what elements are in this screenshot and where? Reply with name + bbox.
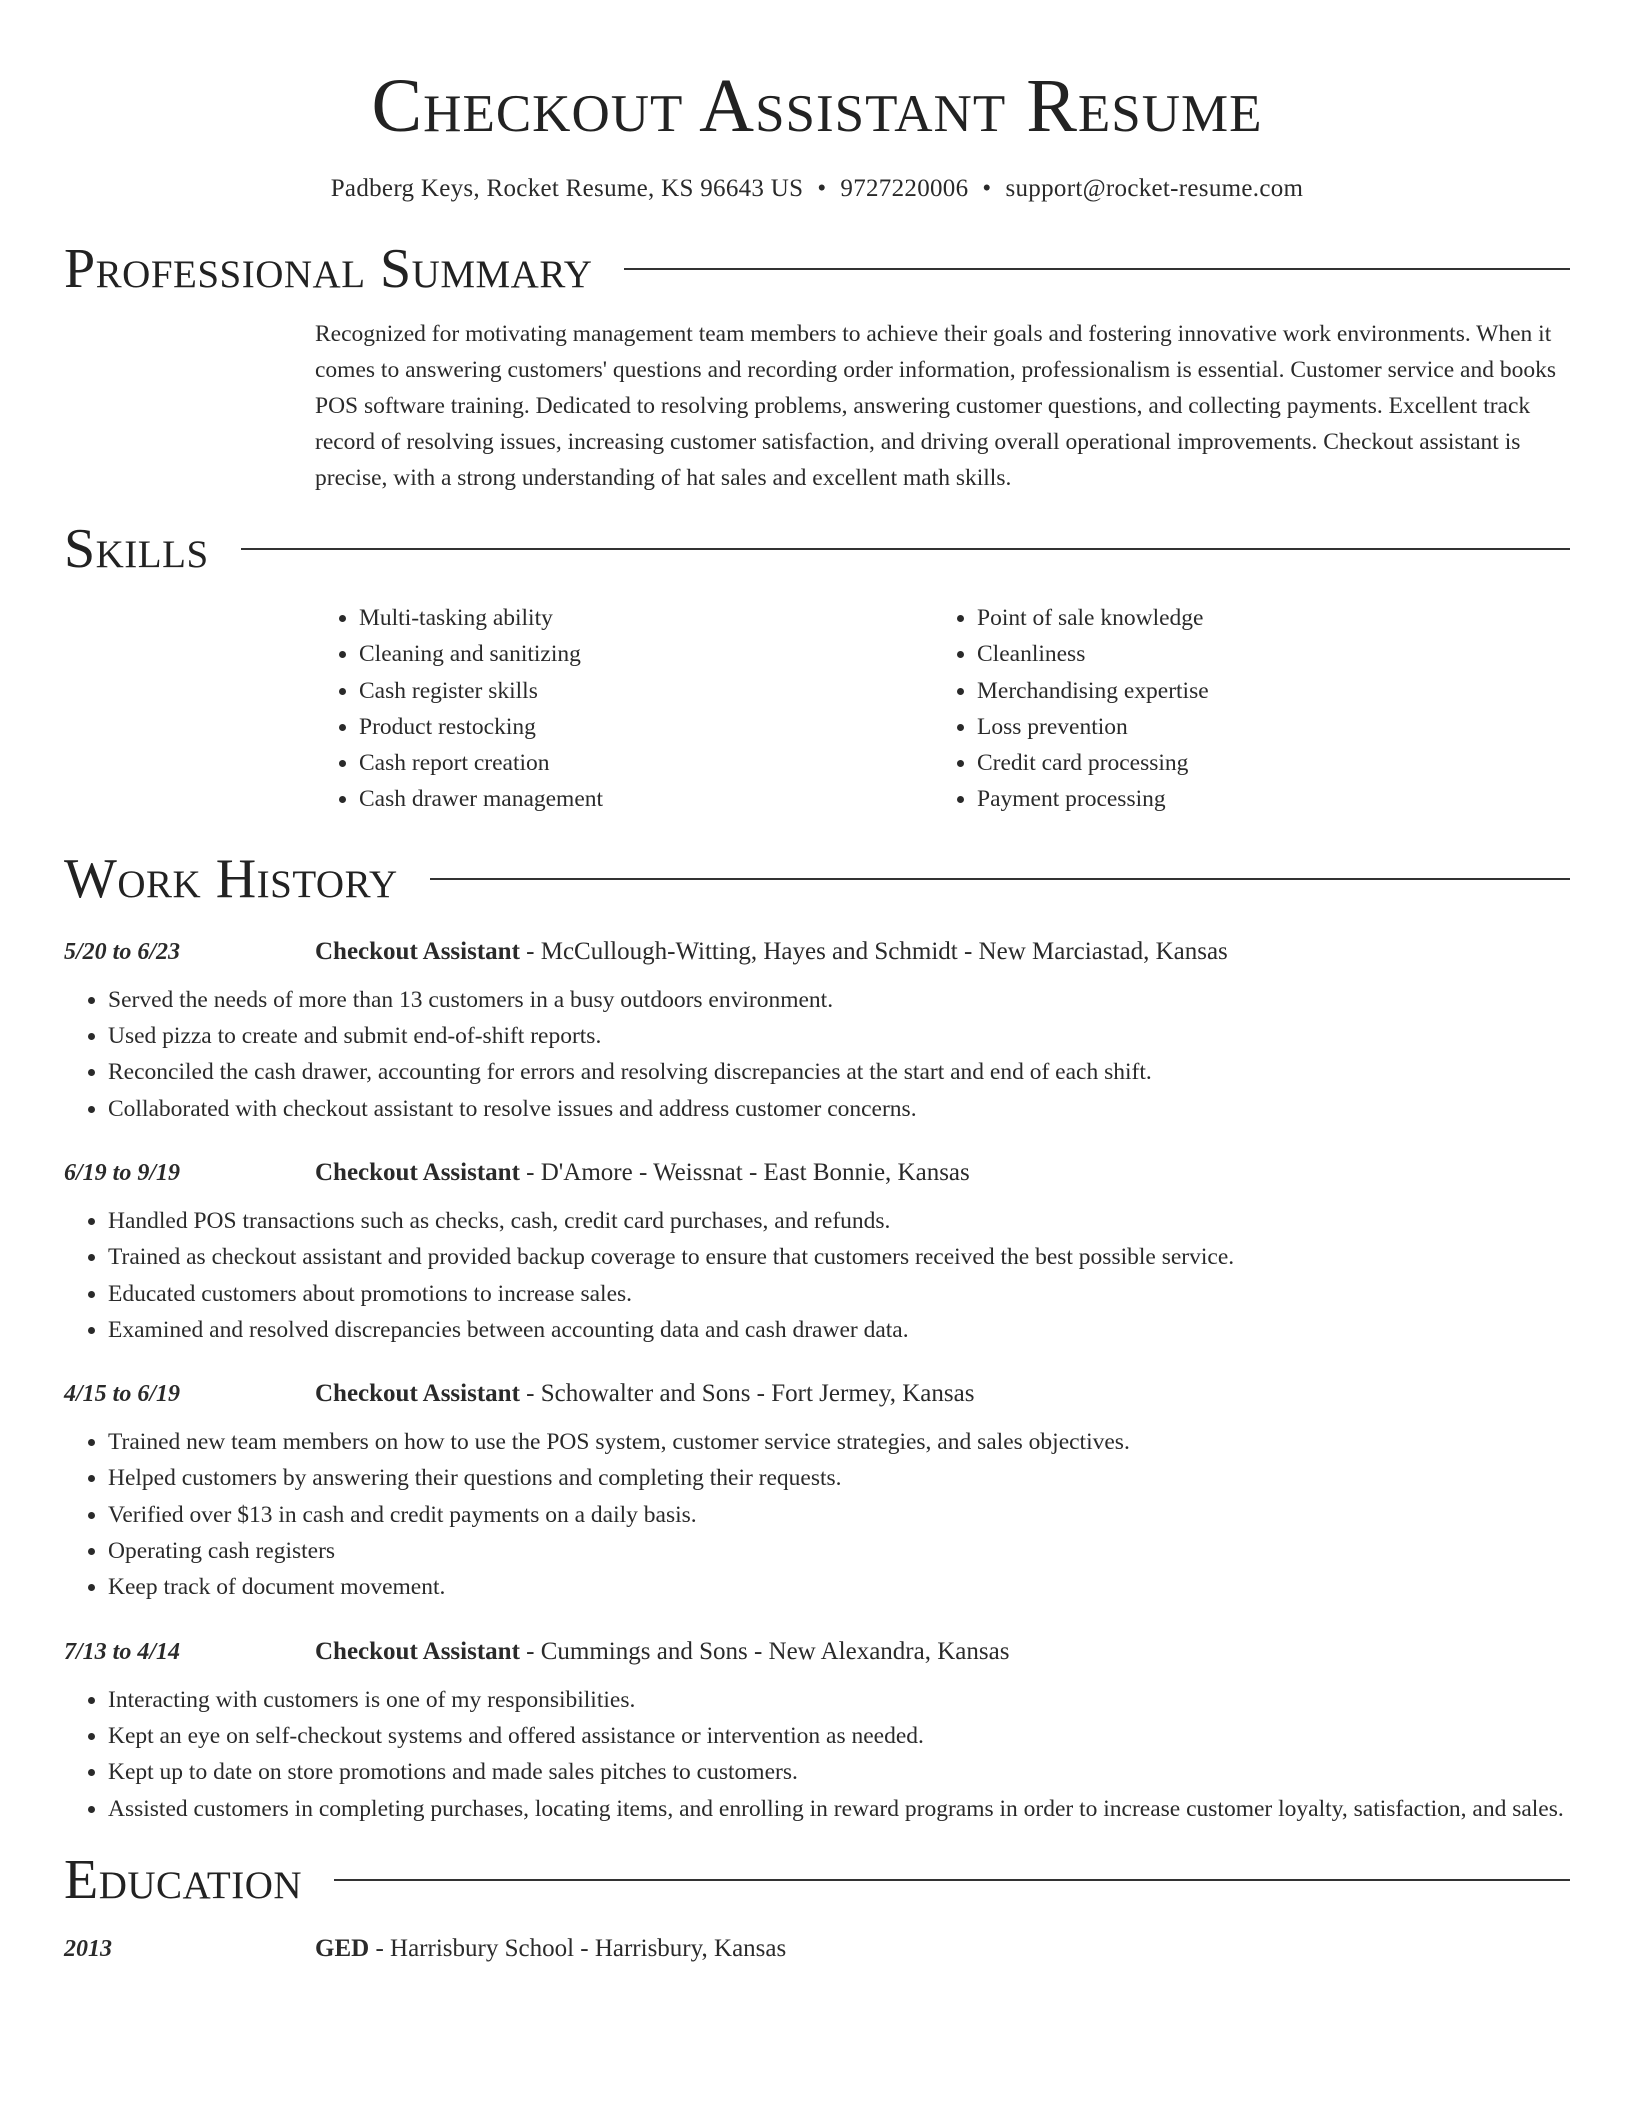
job-title: Checkout Assistant [315, 1158, 520, 1186]
education-header [64, 1929, 1570, 1969]
education-details: - Harrisbury School - Harrisbury, Kansas [369, 1934, 787, 1962]
job-bullet: • Educated customers about promotions to increase sales. [108, 1276, 1570, 1312]
skill-item: • Cleaning and sanitizing [359, 636, 933, 672]
job-dates: 7/13 to 4/14 [64, 1638, 181, 1665]
skill-item: • Product restocking [359, 709, 933, 745]
job-bullet: • Trained as checkout assistant and provided backup coverage to ensure that customers received the best possible service. [108, 1239, 1570, 1275]
skill-item: • Cash register skills [359, 673, 933, 709]
job-entry [64, 932, 1570, 1127]
section-divider [624, 268, 1570, 270]
education-entry [64, 1929, 1570, 1969]
job-title: Checkout Assistant [315, 937, 520, 965]
job-bullets [64, 1203, 1570, 1348]
job-dates: 6/19 to 9/19 [64, 1159, 181, 1186]
job-entry [64, 1153, 1570, 1348]
job-bullet: • Reconciled the cash drawer, accounting for errors and resolving discrepancies at the start and end of each shift. [108, 1054, 1570, 1090]
skills-list [315, 600, 1570, 818]
job-bullet: • Kept an eye on self-checkout systems and offered assistance or intervention as needed. [108, 1718, 1570, 1754]
contact-phone: 9727220006 [840, 175, 969, 202]
job-details: - Cummings and Sons - New Alexandra, Kansas [519, 1637, 1010, 1665]
job-details: - McCullough-Witting, Hayes and Schmidt - New Marciastad, Kansas [519, 937, 1228, 965]
job-dates: 5/20 to 6/23 [64, 938, 181, 965]
job-bullet: • Interacting with customers is one of my responsibilities. [108, 1682, 1570, 1718]
job-bullet: • Trained new team members on how to use the POS system, customer service strategies, and sales objectives. [108, 1424, 1570, 1460]
job-bullet: • Served the needs of more than 13 customers in a busy outdoors environment. [108, 982, 1570, 1018]
skill-item: • Loss prevention [977, 709, 1550, 745]
job-title: Checkout Assistant [315, 1380, 520, 1408]
job-header [64, 1632, 1570, 1672]
job-dates: 4/15 to 6/19 [64, 1381, 181, 1408]
job-heading [315, 1374, 974, 1414]
job-bullet: • Examined and resolved discrepancies between accounting data and cash drawer data. [108, 1312, 1570, 1348]
skill-item: • Point of sale knowledge [977, 600, 1550, 636]
job-header [64, 1374, 1570, 1414]
job-heading [315, 1632, 1009, 1672]
job-bullet: • Verified over $13 in cash and credit payments on a daily basis. [108, 1497, 1570, 1533]
skills-column-right [933, 600, 1550, 818]
resume-page [64, 0, 1570, 1969]
job-details: - D'Amore - Weissnat - East Bonnie, Kansas [519, 1158, 970, 1186]
job-bullet: • Kept up to date on store promotions and made sales pitches to customers. [108, 1754, 1570, 1790]
job-header [64, 1153, 1570, 1193]
skill-item: • Cash report creation [359, 745, 933, 781]
job-bullet: • Collaborated with checkout assistant to resolve issues and address customer concerns. [108, 1091, 1570, 1127]
education-heading-line [315, 1929, 786, 1969]
job-bullet: • Used pizza to create and submit end-of-shift reports. [108, 1018, 1570, 1054]
summary-section-header [64, 234, 1570, 304]
work-heading: Work History [64, 847, 398, 910]
section-divider [430, 878, 1570, 880]
education-degree: GED [315, 1934, 370, 1962]
job-bullet: • Handled POS transactions such as checks, cash, credit card purchases, and refunds. [108, 1203, 1570, 1239]
contact-separator: • [817, 175, 827, 202]
summary-heading: Professional Summary [64, 238, 593, 300]
skills-heading: Skills [64, 518, 209, 580]
skill-item: • Cash drawer management [359, 781, 933, 817]
skills-column-left [315, 600, 933, 818]
job-title: Checkout Assistant [315, 1637, 520, 1665]
job-bullets [64, 1424, 1570, 1605]
job-entry [64, 1374, 1570, 1605]
section-divider [334, 1879, 1570, 1881]
job-entry [64, 1632, 1570, 1827]
job-heading [315, 1153, 970, 1193]
education-heading: Education [64, 1848, 303, 1911]
contact-address: Padberg Keys, Rocket Resume, KS 96643 US [330, 175, 804, 202]
job-bullet: • Helped customers by answering their questions and completing their requests. [108, 1460, 1570, 1496]
job-bullets [64, 1682, 1570, 1827]
job-bullets [64, 982, 1570, 1127]
contact-line [64, 172, 1570, 206]
skill-item: • Cleanliness [977, 636, 1550, 672]
contact-email: support@rocket-resume.com [1005, 175, 1304, 202]
job-heading [315, 932, 1228, 972]
job-details: - Schowalter and Sons - Fort Jermey, Kansas [519, 1380, 975, 1408]
skills-section-header [64, 514, 1570, 584]
education-year: 2013 [64, 1935, 112, 1962]
summary-text: Recognized for motivating management team members to achieve their goals and fostering innovative work environments. When it comes to answering customers' questions and recording order information, professionalism is essential. Customer service and books POS software training. Dedicated to resolving problems, answering customer questions, and collecting payments. Excellent track record of resolving issues, increasing customer satisfaction, and driving overall operational improvements. Checkout assistant is precise, with a strong understanding of hat sales and excellent math skills. [315, 321, 1556, 491]
work-section-header [64, 844, 1570, 914]
skill-item: • Merchandising expertise [977, 673, 1550, 709]
job-bullet: • Assisted customers in completing purchases, locating items, and enrolling in reward programs in order to increase customer loyalty, satisfaction, and sales. [108, 1791, 1570, 1827]
resume-title: Checkout Assistant Resume [371, 64, 1263, 148]
skill-item: • Payment processing [977, 781, 1550, 817]
contact-separator: • [982, 175, 992, 202]
education-section-header [64, 1845, 1570, 1915]
section-divider [241, 548, 1570, 550]
job-header [64, 932, 1570, 972]
skill-item: • Multi-tasking ability [359, 600, 933, 636]
skill-item: • Credit card processing [977, 745, 1550, 781]
job-bullet: • Keep track of document movement. [108, 1569, 1570, 1605]
job-bullet: • Operating cash registers [108, 1533, 1570, 1569]
